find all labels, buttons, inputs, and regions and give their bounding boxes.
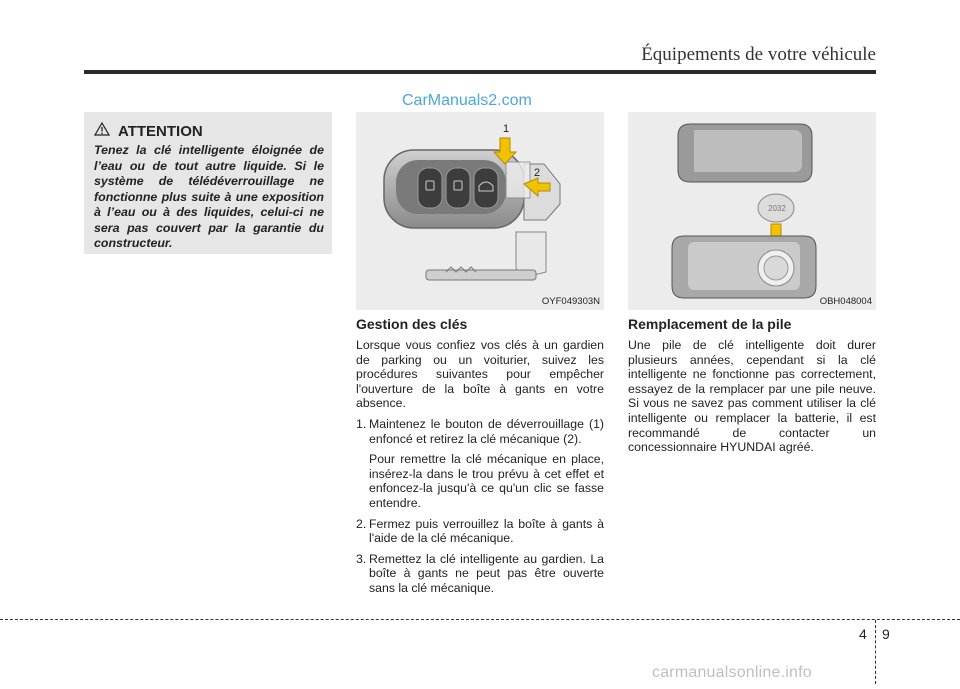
section-title: Remplacement de la pile (628, 316, 792, 332)
figure-code: OBH048004 (819, 296, 872, 307)
warning-triangle-icon (94, 122, 110, 141)
list-item: 3. Remettez la clé intelligente au gardien. La boîte à gants ne peut pas être ouverte sans la clé mécanique. (356, 551, 604, 595)
header-rule (84, 70, 876, 74)
caution-box (84, 112, 332, 254)
watermark-bottom: carmanualsonline.info (652, 664, 812, 681)
smart-key-illustration (356, 112, 604, 310)
section-intro: Lorsque vous confiez vos clés à un gardien de parking ou un voiturier, suivez les procédures suivantes pour empêcher l'ouverture de la boîte à gants en votre absence. (356, 338, 604, 411)
svg-text:2032: 2032 (768, 204, 786, 213)
watermark-top: CarManuals2.com (402, 92, 532, 109)
figure-label-1: 1 (503, 123, 510, 135)
battery-figure (628, 112, 876, 310)
page-number: 9 (882, 626, 890, 642)
caution-text: Tenez la clé intelligente éloignée de l’eau ou de tout autre liquide. Si le système de télédéverrouillage ne fonctionne plus suite à une exposition à l’eau ou à des liquides, celui-ci ne sera pas couvert par la garantie du constructeur. (94, 143, 324, 250)
caution-title: ATTENTION (118, 123, 203, 140)
footer-rule (0, 619, 960, 620)
section-title: Gestion des clés (356, 316, 468, 332)
list-item: 2. Fermez puis verrouillez la boîte à gants à l'aide de la clé mécanique. (356, 516, 604, 546)
chapter-number: 4 (859, 626, 867, 642)
list-item-note: Pour remettre la clé mécanique en place, insérez-la dans le trou prévu à cet effet et enfoncez-la jusqu'à ce qu'un clic se fasse entendre. (369, 452, 604, 510)
page-number-divider (875, 620, 876, 684)
caution-header (94, 122, 203, 141)
figure-code: OYF049303N (541, 296, 600, 307)
smart-key-figure (356, 112, 604, 310)
battery-illustration (628, 112, 876, 310)
list-item: 1. Maintenez le bouton de déverrouillage (1) enfoncé et retirez la clé mécanique (2). (356, 416, 604, 446)
key-management-section (356, 316, 604, 602)
battery-replacement-section (628, 316, 876, 461)
running-header: Équipements de votre véhicule (641, 44, 876, 65)
figure-label-2: 2 (534, 167, 541, 179)
section-text: Une pile de clé intelligente doit durer plusieurs années, cependant si la clé intelligente ne fonctionne pas correctement, essayez de la remplacer par une pile neuve. Si vous ne savez pas comment utiliser la clé intelligente ou remplacer la batterie, il est recommandé de contacter un concessionnaire HYUNDAI agréé. (628, 338, 876, 455)
